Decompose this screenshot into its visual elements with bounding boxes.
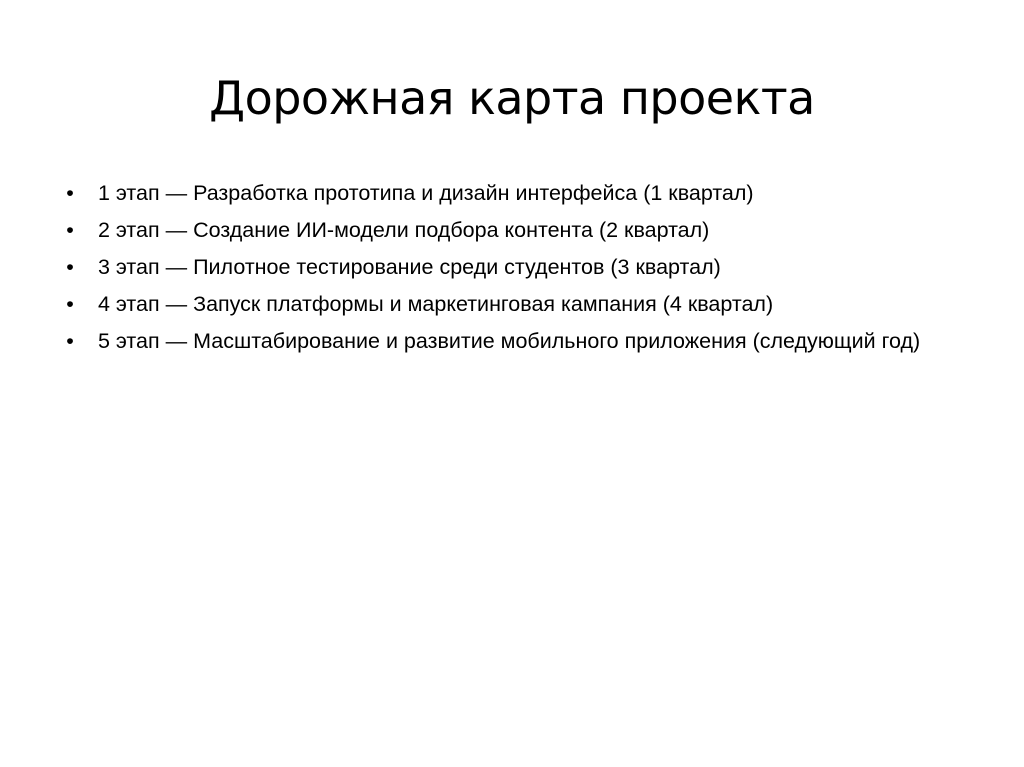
list-item: [60, 180, 940, 207]
bullet-icon: •: [66, 218, 74, 242]
roadmap-list: [60, 180, 940, 365]
list-item: [60, 328, 940, 355]
bullet-icon: •: [66, 292, 74, 316]
bullet-icon: •: [66, 329, 74, 353]
bullet-icon: •: [66, 255, 74, 279]
list-item-text: 5 этап — Масштабирование и развитие мобильного приложения (следующий год): [98, 329, 921, 353]
list-item: [60, 217, 940, 244]
slide-title: Дорожная карта проекта: [209, 71, 815, 125]
list-item: [60, 254, 940, 281]
list-item-text: 2 этап — Создание ИИ-модели подбора контента (2 квартал): [98, 218, 710, 242]
list-item-text: 4 этап — Запуск платформы и маркетинговая кампания (4 квартал): [98, 292, 774, 316]
bullet-icon: •: [66, 181, 74, 205]
list-item: [60, 291, 940, 318]
list-item-text: 3 этап — Пилотное тестирование среди студентов (3 квартал): [98, 255, 721, 279]
list-item-text: 1 этап — Разработка прототипа и дизайн интерфейса (1 квартал): [98, 181, 754, 205]
